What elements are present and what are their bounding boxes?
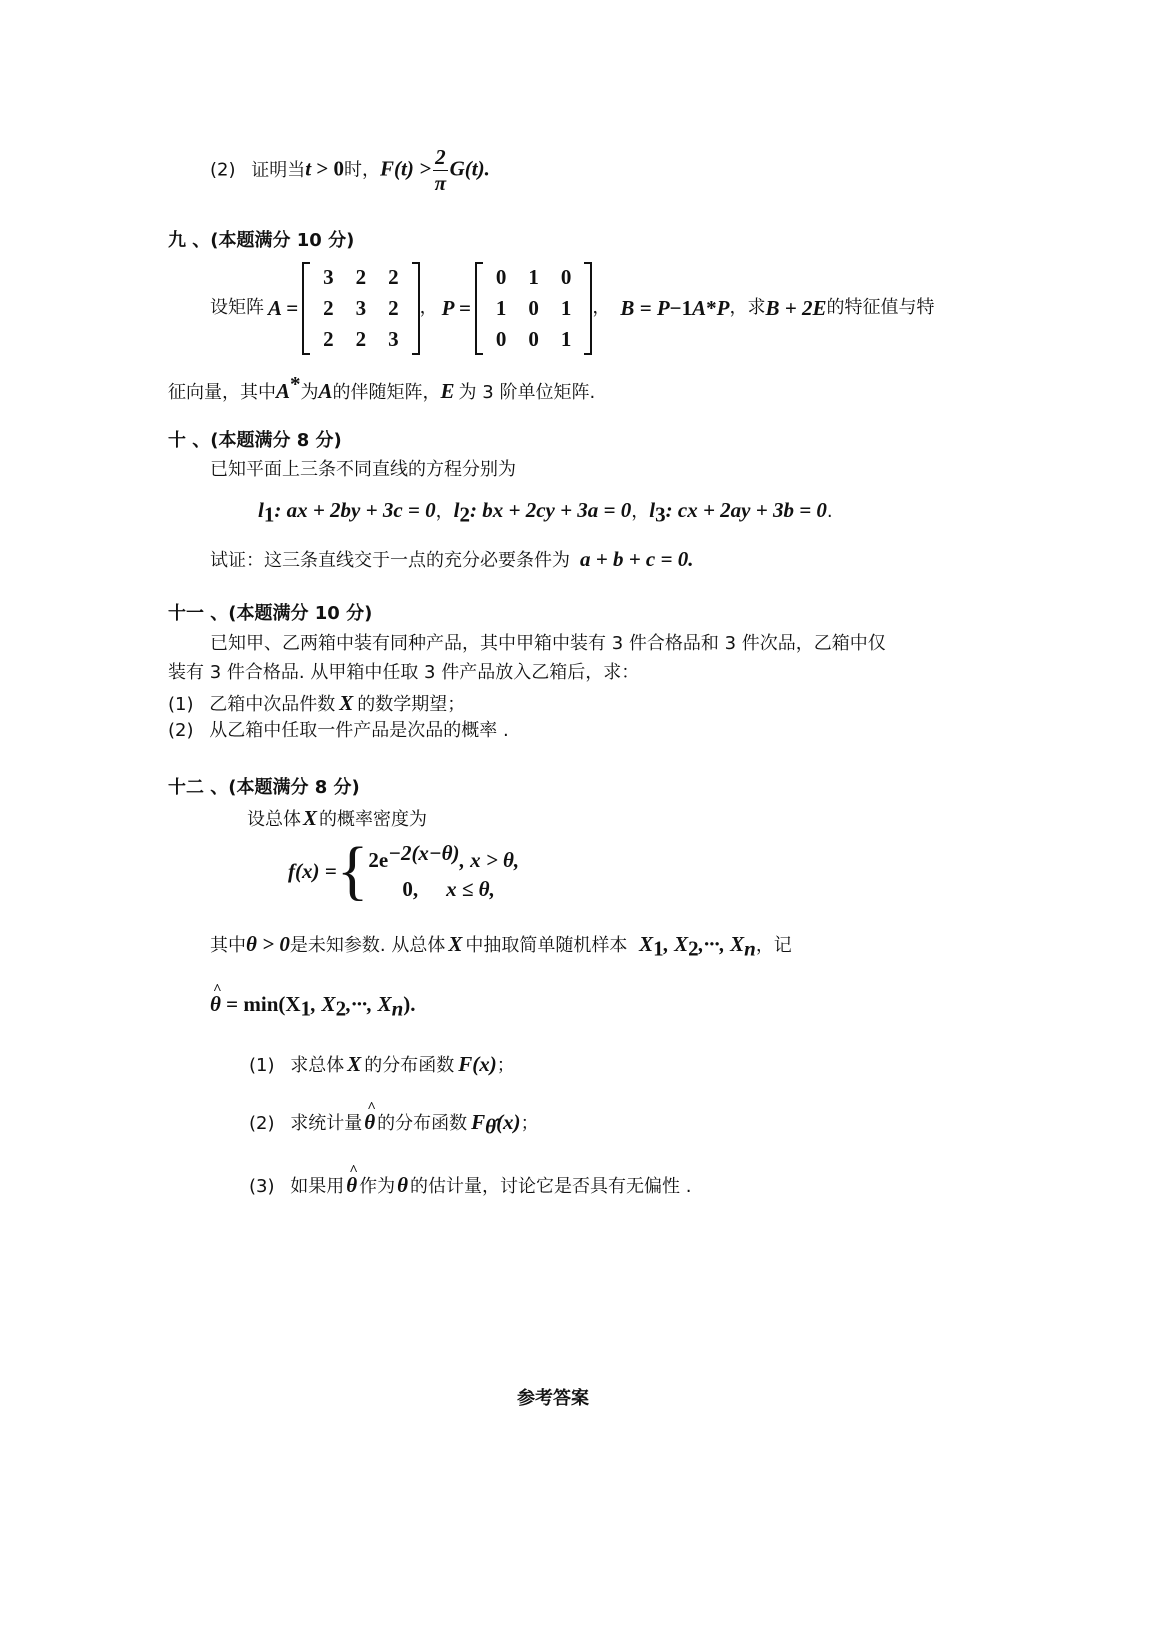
q12-part1: (1) 求总体 X 的分布函数 F(x)； — [249, 1052, 515, 1076]
matrix-p: 0 1 0 1 0 1 0 0 1 — [475, 262, 593, 355]
matrix-a: 3 2 2 2 3 2 2 2 3 — [302, 262, 420, 355]
q10-intro: 已知平面上三条不同直线的方程分别为 — [210, 459, 516, 480]
q12-part3: (3) 如果用^ θ 作为θ 的估计量，讨论它是否具有无偏性 . — [249, 1175, 692, 1196]
q12-part2: (2) 求统计量^ θ 的分布函数 $F_{\thetâ}(x)$； — [249, 1112, 539, 1138]
q10-heading: 十 、(本题满分 8 分) — [168, 430, 342, 451]
q8-fraction: $\frac{2}{\pi}$ — [434, 145, 447, 195]
q12-heading: 十二 、(本题满分 8 分) — [168, 777, 360, 798]
answers-heading: 参考答案 — [517, 1388, 589, 1409]
q12-density: f(x) = { $2e^{-2(x-\theta)}$, x > θ, 0, x ≤ θ, — [288, 834, 520, 907]
density-cases: $2e^{-2(x-\theta)}$, x > θ, 0, x ≤ θ, — [368, 840, 520, 901]
q12-params: 其中θ > 0是未知参数. 从总体 X 中抽取简单随机样本 $X_1$, $X_2,\cdot\cdot\cdot$, $X_n$，记 — [210, 932, 792, 961]
q9-matrix-line: 设矩阵 A = 3 2 2 2 3 2 2 2 3 ， P = 0 1 0 1 0 1 0 0 1 ， B = P −1 A * P ，求 B + 2E 的特征值与特 — [210, 258, 934, 358]
q12-estimator: ^ $\theta = \min(X_1$, $X_2,\cdot\cdot\cdot$, $X_n$). — [210, 994, 416, 1020]
q8-part2: (2) 证明当t > 0时，F(t) > $\frac{2}{\pi}$ G(t). — [210, 145, 490, 195]
q11-part2: (2) 从乙箱中任取一件产品是次品的概率 . — [168, 720, 509, 741]
q11-line2: 装有 3 件合格品. 从甲箱中任取 3 件产品放入乙箱后，求： — [168, 662, 640, 683]
q10-prove: 试证：这三条直线交于一点的充分必要条件为 a + b + c = 0. — [210, 547, 694, 571]
q9-line2: 征向量，其中A*为A的伴随矩阵，E 为 3 阶单位矩阵. — [168, 372, 596, 403]
q11-line1: 已知甲、乙两箱中装有同种产品，其中甲箱中装有 3 件合格品和 3 件次品，乙箱中仅 — [210, 633, 886, 654]
q8-part2-label: (2) — [210, 159, 236, 181]
q10-equations: $l_1$: ax + 2by + 3c = 0，$l_2$: bx + 2cy + 3a = 0，$l_3$: cx + 2ay + 3b = 0. — [258, 498, 833, 527]
left-brace: { — [336, 834, 369, 907]
q9-heading: 九 、(本题满分 10 分) — [168, 230, 355, 251]
q12-intro: 设总体X 的概率密度为 — [247, 806, 428, 830]
q11-heading: 十一 、(本题满分 10 分) — [168, 603, 373, 624]
q11-part1: (1) 乙箱中次品件数 X 的数学期望； — [168, 691, 466, 715]
